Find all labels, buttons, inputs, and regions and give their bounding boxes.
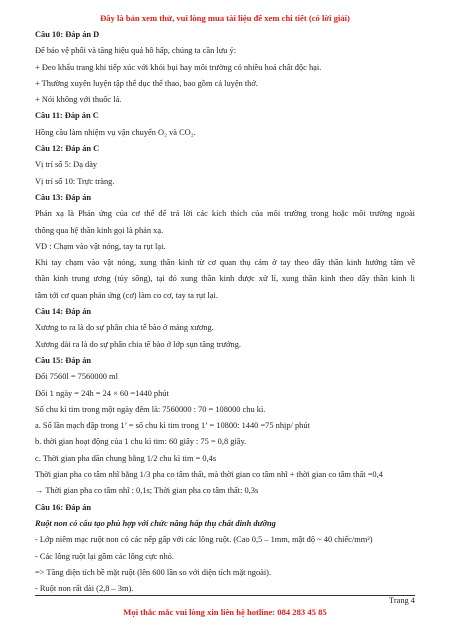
footer-divider [35, 595, 415, 596]
text-line: Khi tay chạm vào vật nóng, xung thần kinh từ cơ quan thụ cảm ở tay theo dây thần kinh hướng tâm về [35, 258, 415, 268]
hotline-footer-banner: Mọi thắc mắc vui lòng xin liên hệ hotline: 084 283 45 85 [123, 607, 327, 617]
text-line: Đổi 7560l = 7560000 ml [35, 372, 118, 382]
text-line: + Nói không với thuốc lá. [35, 95, 122, 105]
text-line: thông qua hệ thần kinh gọi là phản xạ. [35, 225, 164, 235]
answer-content [35, 27, 415, 597]
text-line: => Tăng diện tích bề mặt ruột (lên 600 lần so với diện tích mặt ngoài). [35, 567, 272, 577]
text-line: a. Số lần mạch đập trong 1’ = số chu kì tim trong 1’ = 10800: 1440 =75 nhịp/ phút [35, 421, 310, 431]
text-line: Để bảo vệ phổi và tăng hiệu quả hô hấp, chúng ta cần lưu ý: [35, 46, 237, 56]
text-line: Phản xạ là Phản ứng của cơ thể để trả lời các kích thích của môi trường trong hoặc môi trường ngoài [35, 209, 415, 219]
text-line: → Thời gian pha co tâm nhĩ : 0,1s; Thời gian pha co tâm thất: 0,3s [35, 486, 259, 496]
text-line: - Các lông ruột lại gồm các lông cực nhỏ. [35, 551, 174, 561]
question-heading: Câu 10: Đáp án D [35, 30, 100, 39]
text-line: + Thường xuyên luyện tập thể dục thể thao, bao gồm cả luyện thở. [35, 78, 258, 88]
page-number: Trang 4 [389, 596, 415, 605]
text-line: b. thời gian hoạt động của 1 chu kì tim: 60 giây : 75 = 0,8 giây. [35, 437, 247, 447]
text-line: Vị trí số 10: Trực tràng. [35, 176, 115, 186]
text-line: VD : Chạm vào vật nóng, tay ta rụt lại. [35, 241, 166, 251]
text-line: Xương dài ra là do sự phân chia tế bào ở lớp sụn tăng trưởng. [35, 339, 242, 349]
text-line: - Ruột non rất dài (2,8 – 3m). [35, 584, 134, 594]
question-heading: Câu 14: Đáp án [35, 307, 92, 317]
text-line: Đổi 1 ngày = 24h = 24 × 60 =1440 phút [35, 388, 169, 398]
text-line: c. Thời gian pha dãn chung bằng 1/2 chu kì tim = 0,4s [35, 453, 217, 463]
question-heading: Câu 11: Đáp án C [35, 111, 99, 121]
question-heading: Câu 13: Đáp án [35, 192, 92, 202]
text-line: + Đeo khẩu trang khi tiếp xúc với khói bụi hay môi trường có nhiều hoá chất độc hại. [35, 62, 322, 72]
text-line: Vị trí số 5: Dạ dày [35, 160, 98, 170]
question-heading: Câu 16: Đáp án [35, 502, 92, 512]
text-line: Thời gian pha co tâm nhĩ bằng 1/3 pha co tâm thất, mà thời gian co tâm nhĩ + thời gian co tâm thất =0,4 [35, 470, 383, 480]
text-line: Số chu kì tim trong một ngày đêm là: 7560000 : 70 = 108000 chu kì. [35, 404, 266, 414]
text-line: - Lớp niêm mạc ruột non có các nếp gấp với các lông ruột. (Cao 0,5 – 1mm, mật độ ~ 40 chiếc/mm²) [35, 535, 373, 545]
preview-notice-banner: Đây là bản xem thử, vui lòng mua tài liệu để xem chi tiết (có lời giải) [100, 13, 350, 23]
text-line: tâm tới cơ quan phản ứng (cơ) làm co cơ, tay ta rụt lại. [35, 290, 218, 300]
text-line: thần kinh trung ương (tủy sống), tại đó xung thần kinh được xử lí, xung thần kinh theo dây thần kinh li [35, 274, 415, 284]
section-subheading: Ruột non có cấu tạo phù hợp với chức năng hấp thụ chất dinh dưỡng [35, 518, 276, 528]
question-heading: Câu 15: Đáp án [35, 355, 92, 365]
question-heading: Câu 12: Đáp án C [35, 144, 100, 154]
text-line: Hồng cầu làm nhiệm vụ vận chuyển O₂ và CO₂. [35, 127, 196, 137]
text-line: Xương to ra là do sự phân chia tế bào ở màng xương. [35, 323, 214, 333]
